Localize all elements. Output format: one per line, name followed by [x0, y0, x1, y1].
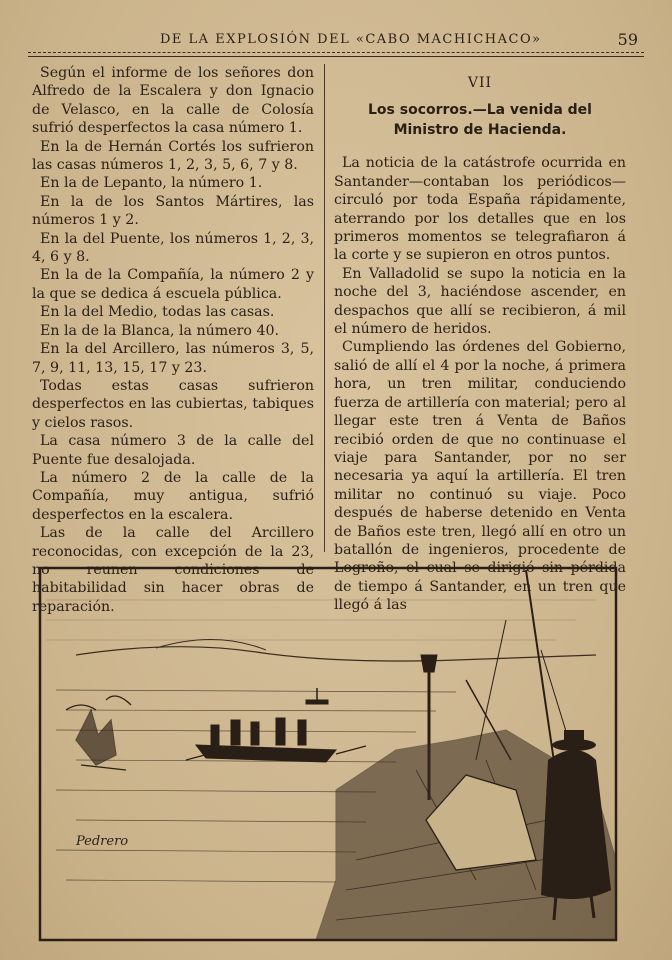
paragraph: La número 2 de la calle de la Compañía, muy antigua, sufrió desperfectos en la escalera.: [32, 469, 314, 523]
right-column: [334, 64, 626, 615]
paragraph: Todas estas casas sufrieron desperfectos en las cubiertas, tabiques y cielos rasos.: [32, 377, 314, 431]
paragraph: En la de Hernán Cortés los sufrieron las casas números 1, 2, 3, 5, 6, 7 y 8.: [32, 138, 314, 174]
rowboat: [186, 718, 366, 762]
paragraph: En Valladolid se supo la noticia en la noche del 3, haciéndose ascender, en despachos que allí se recibieron, á mil el número de heridos.: [334, 265, 626, 338]
left-column: [32, 64, 314, 616]
cloaked-figure: [541, 730, 611, 920]
paragraph: En la del Puente, los números 1, 2, 3, 4, 6 y 8.: [32, 230, 314, 266]
paragraph: En la de la Compañía, la número 2 y la que se dedica á escuela pública.: [32, 267, 314, 302]
paragraph: La casa número 3 de la calle del Puente fue desalojada.: [32, 433, 314, 468]
paragraph: Según el informe de los señores don Alfredo de la Escalera y don Ignacio de Velasco, en la calle de Colosía sufrió desperfectos la casa número 1.: [32, 65, 314, 137]
running-head: [30, 30, 642, 52]
paragraph: Las de la calle del Arcillero reconocidas, con excepción de la 23, no reunen condiciones de habitabilidad sin hacer obras de reparación.: [32, 525, 314, 615]
page-number: 59: [617, 30, 638, 49]
paragraph: La noticia de la catástrofe ocurrida en Santander—contaban los periódicos—circuló por toda España rápidamente, aterrando por los detalles que en los primeros momentos se telegrafiaron á la corte y se supieron en otros puntos.: [334, 155, 626, 264]
header-rule: [28, 52, 644, 57]
paragraph: En la de la Blanca, la número 40.: [40, 322, 280, 339]
paragraph: En la de Lepanto, la número 1.: [40, 175, 263, 192]
paragraph: En la de los Santos Mártires, las números 1 y 2.: [32, 193, 314, 229]
artist-signature: Pedrero: [76, 834, 129, 849]
paragraph: En la del Arcillero, las números 3, 5, 7, 9, 11, 13, 15, 17 y 23.: [32, 341, 314, 376]
chapter-title: Los socorros.—La venida del Ministro de Hacienda.: [368, 102, 592, 139]
chapter-number: VII: [467, 75, 493, 91]
running-title: DE LA EXPLOSIÓN DEL «CABO MACHICHACO»: [160, 32, 542, 47]
paragraph: Cumpliendo las órdenes del Gobierno, salió de allí el 4 por la noche, á primera hora, un tren militar, conduciendo fuerza de artillería con material; pero al llegar este tren á Venta de Baños recibió orden de que no continuase el viaje para Santander, por no ser necesaria ya aquí la artillería. El tren militar no continuó su viaje. Poco después de haberse detenido en Venta de Baños este tren, llegó allí en otro un batallón de ingenieros, procedente de Logroño, el cual se dirigió sin pérdida de tiempo á Santander, en un tren que llegó á las: [334, 339, 626, 614]
harbor-engraving: [36, 560, 636, 950]
paragraph: En la del Medio, todas las casas.: [40, 304, 275, 321]
column-divider: [324, 64, 325, 552]
